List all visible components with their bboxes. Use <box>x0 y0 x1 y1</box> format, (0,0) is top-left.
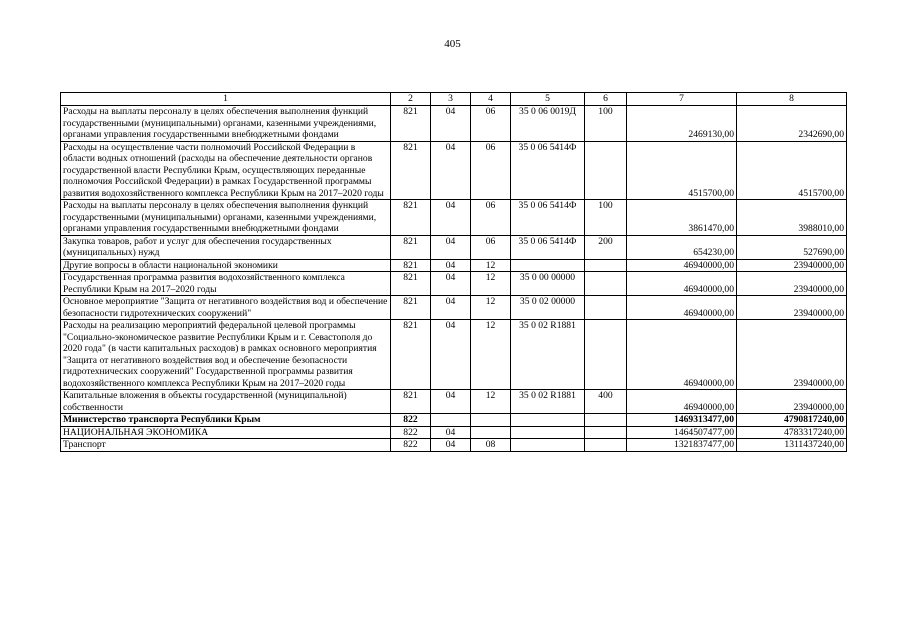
row-ministry-code: 821 <box>391 320 431 390</box>
row-subsection-code: 06 <box>471 141 511 200</box>
row-target-article: 35 0 06 5414Ф <box>511 200 585 236</box>
row-target-article: 35 0 06 5414Ф <box>511 141 585 200</box>
row-description: НАЦИОНАЛЬНАЯ ЭКОНОМИКА <box>61 426 391 439</box>
row-section-code: 04 <box>431 320 471 390</box>
row-expense-type <box>585 414 627 427</box>
row-amount-year-1: 46940000,00 <box>627 259 737 272</box>
row-target-article: 35 0 00 00000 <box>511 272 585 296</box>
row-description: Закупка товаров, работ и услуг для обеспечения государственных (муниципальных) нужд <box>61 235 391 259</box>
row-subsection-code: 12 <box>471 390 511 414</box>
row-section-code: 04 <box>431 259 471 272</box>
row-target-article: 35 0 02 R1881 <box>511 390 585 414</box>
row-amount-year-1: 1469313477,00 <box>627 414 737 427</box>
row-section-code <box>431 414 471 427</box>
row-section-code: 04 <box>431 439 471 452</box>
row-ministry-code: 821 <box>391 296 431 320</box>
header-row <box>61 93 847 106</box>
row-section-code: 04 <box>431 390 471 414</box>
row-ministry-code: 822 <box>391 426 431 439</box>
table-row <box>61 439 847 452</box>
row-description: Транспорт <box>61 439 391 452</box>
row-amount-year-2: 527690,00 <box>737 235 847 259</box>
row-amount-year-1: 46940000,00 <box>627 272 737 296</box>
row-description: Расходы на реализацию мероприятий федеральной целевой программы "Социально-экономическое развитие Республики Крым и г. Севастополя до 2020 года" (в части капитальных расходов) в рамках основного мероприятия "Защита от негативного воздействия вод и обеспечение безопасности гидротехнических сооружений" Государственной программы развития водохозяйственного комплекса Республики Крым на 2017–2020 годы <box>61 320 391 390</box>
column-header: 3 <box>431 93 471 106</box>
row-description: Расходы на выплаты персоналу в целях обеспечения выполнения функций государственными (муниципальными) органами, казенными учреждениями, органами управления государственными внебюджетными фондами <box>61 200 391 236</box>
row-target-article: 35 0 02 R1881 <box>511 320 585 390</box>
row-section-code: 04 <box>431 426 471 439</box>
table-row <box>61 390 847 414</box>
row-description: Другие вопросы в области национальной экономики <box>61 259 391 272</box>
row-expense-type: 400 <box>585 390 627 414</box>
row-amount-year-1: 2469130,00 <box>627 106 737 142</box>
row-target-article: 35 0 06 5414Ф <box>511 235 585 259</box>
row-amount-year-2: 23940000,00 <box>737 259 847 272</box>
budget-table <box>60 92 847 452</box>
row-ministry-code: 821 <box>391 141 431 200</box>
row-target-article <box>511 414 585 427</box>
row-ministry-code: 822 <box>391 414 431 427</box>
row-amount-year-1: 3861470,00 <box>627 200 737 236</box>
row-target-article <box>511 259 585 272</box>
row-amount-year-2: 23940000,00 <box>737 272 847 296</box>
row-amount-year-2: 23940000,00 <box>737 320 847 390</box>
row-description: Основное мероприятие "Защита от негативного воздействия вод и обеспечение безопасности гидротехнических сооружений" <box>61 296 391 320</box>
table-row <box>61 320 847 390</box>
row-section-code: 04 <box>431 272 471 296</box>
row-expense-type <box>585 320 627 390</box>
row-subsection-code: 12 <box>471 296 511 320</box>
row-ministry-code: 821 <box>391 200 431 236</box>
row-target-article <box>511 439 585 452</box>
row-amount-year-1: 4515700,00 <box>627 141 737 200</box>
row-ministry-code: 821 <box>391 106 431 142</box>
column-header: 4 <box>471 93 511 106</box>
table-row <box>61 296 847 320</box>
row-target-article <box>511 426 585 439</box>
table-row <box>61 106 847 142</box>
row-section-code: 04 <box>431 200 471 236</box>
row-ministry-code: 821 <box>391 235 431 259</box>
row-expense-type <box>585 259 627 272</box>
row-amount-year-2: 4783317240,00 <box>737 426 847 439</box>
row-expense-type: 200 <box>585 235 627 259</box>
row-amount-year-2: 23940000,00 <box>737 296 847 320</box>
row-subsection-code <box>471 426 511 439</box>
table-row <box>61 141 847 200</box>
row-subsection-code: 08 <box>471 439 511 452</box>
table-row <box>61 414 847 427</box>
row-section-code: 04 <box>431 141 471 200</box>
row-section-code: 04 <box>431 106 471 142</box>
row-ministry-code: 822 <box>391 439 431 452</box>
row-description: Министерство транспорта Республики Крым <box>61 414 391 427</box>
row-expense-type <box>585 426 627 439</box>
page-number: 405 <box>444 38 461 50</box>
row-amount-year-1: 1464507477,00 <box>627 426 737 439</box>
table-row <box>61 235 847 259</box>
row-amount-year-1: 1321837477,00 <box>627 439 737 452</box>
row-amount-year-2: 3988010,00 <box>737 200 847 236</box>
column-header: 1 <box>61 93 391 106</box>
row-section-code: 04 <box>431 235 471 259</box>
table-row <box>61 426 847 439</box>
row-expense-type <box>585 272 627 296</box>
row-amount-year-2: 1311437240,00 <box>737 439 847 452</box>
row-target-article: 35 0 02 00000 <box>511 296 585 320</box>
row-description: Расходы на осуществление части полномочий Российской Федерации в области водных отношений (расходы на обеспечение деятельности органов государственной власти Республики Крым, осуществляющих переданные полномочия Российской Федерации) в рамках Государственной программы развития водохозяйственного комплекса Республики Крым на 2017–2020 годы <box>61 141 391 200</box>
row-amount-year-1: 654230,00 <box>627 235 737 259</box>
row-expense-type <box>585 439 627 452</box>
row-expense-type: 100 <box>585 200 627 236</box>
row-ministry-code: 821 <box>391 390 431 414</box>
row-amount-year-2: 4790817240,00 <box>737 414 847 427</box>
table-row <box>61 272 847 296</box>
row-amount-year-2: 2342690,00 <box>737 106 847 142</box>
row-target-article: 35 0 06 0019Д <box>511 106 585 142</box>
row-subsection-code: 12 <box>471 259 511 272</box>
row-section-code: 04 <box>431 296 471 320</box>
row-subsection-code: 06 <box>471 235 511 259</box>
row-subsection-code: 12 <box>471 320 511 390</box>
row-expense-type: 100 <box>585 106 627 142</box>
row-amount-year-1: 46940000,00 <box>627 296 737 320</box>
column-header: 5 <box>511 93 585 106</box>
row-expense-type <box>585 141 627 200</box>
row-subsection-code: 06 <box>471 106 511 142</box>
row-subsection-code: 12 <box>471 272 511 296</box>
row-expense-type <box>585 296 627 320</box>
table-row <box>61 259 847 272</box>
row-description: Расходы на выплаты персоналу в целях обеспечения выполнения функций государственными (муниципальными) органами, казенными учреждениями, органами управления государственными внебюджетными фондами <box>61 106 391 142</box>
column-header: 6 <box>585 93 627 106</box>
row-amount-year-2: 23940000,00 <box>737 390 847 414</box>
column-header: 2 <box>391 93 431 106</box>
row-amount-year-2: 4515700,00 <box>737 141 847 200</box>
row-ministry-code: 821 <box>391 259 431 272</box>
row-subsection-code: 06 <box>471 200 511 236</box>
row-amount-year-1: 46940000,00 <box>627 390 737 414</box>
row-description: Капитальные вложения в объекты государственной (муниципальной) собственности <box>61 390 391 414</box>
row-description: Государственная программа развития водохозяйственного комплекса Республики Крым на 2017–2020 годы <box>61 272 391 296</box>
row-amount-year-1: 46940000,00 <box>627 320 737 390</box>
table-row <box>61 200 847 236</box>
row-ministry-code: 821 <box>391 272 431 296</box>
row-subsection-code <box>471 414 511 427</box>
column-header: 8 <box>737 93 847 106</box>
column-header: 7 <box>627 93 737 106</box>
